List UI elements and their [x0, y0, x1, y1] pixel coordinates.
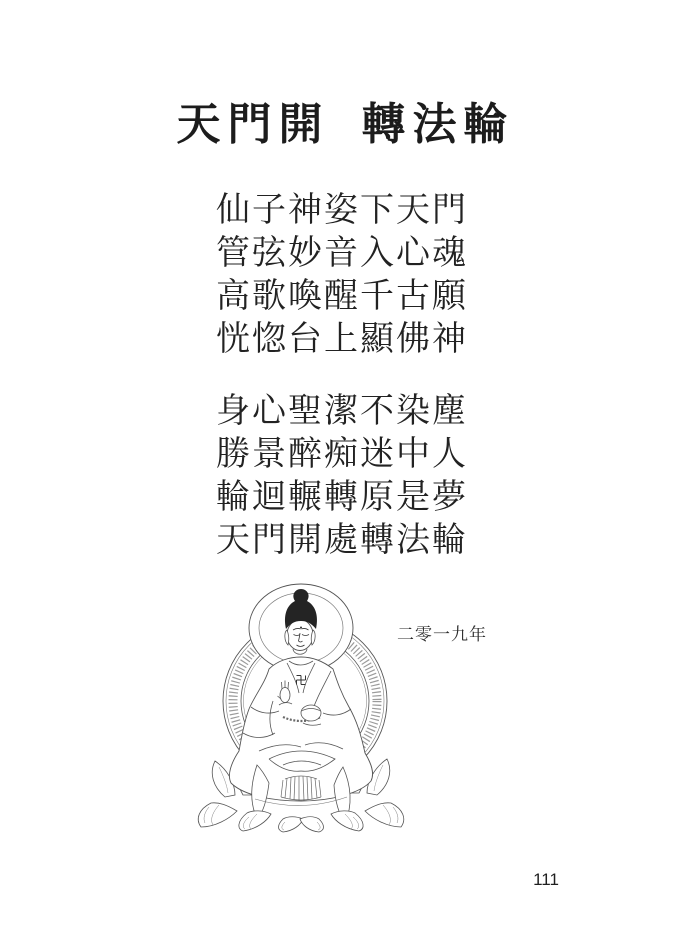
poem-line: 管弦妙音入心魂: [216, 235, 468, 272]
page-number: 111: [533, 870, 559, 889]
urna-dot: [300, 627, 302, 629]
poem-stanza-1: [216, 189, 468, 361]
poem-line: 輪迴輾轉原是夢: [216, 479, 468, 516]
poem-line: 恍惚台上顯佛神: [216, 321, 468, 358]
buddha-illustration: [195, 583, 407, 833]
inscription-date: 二零一九年: [397, 625, 487, 644]
poem-line: 勝景醉痴迷中人: [216, 436, 468, 473]
page-title: 天門開 轉法輪: [176, 100, 515, 149]
poem-stanza-2: [216, 390, 468, 562]
poem-line: 天門開處轉法輪: [216, 522, 468, 559]
poem-line: 高歌喚醒千古願: [216, 278, 468, 315]
poem-line: 仙子神姿下天門: [216, 192, 468, 229]
poem-line: 身心聖潔不染塵: [216, 393, 468, 430]
seated-buddha-on-lotus-icon: [195, 583, 407, 833]
lotus-lower-petals: [198, 803, 404, 832]
